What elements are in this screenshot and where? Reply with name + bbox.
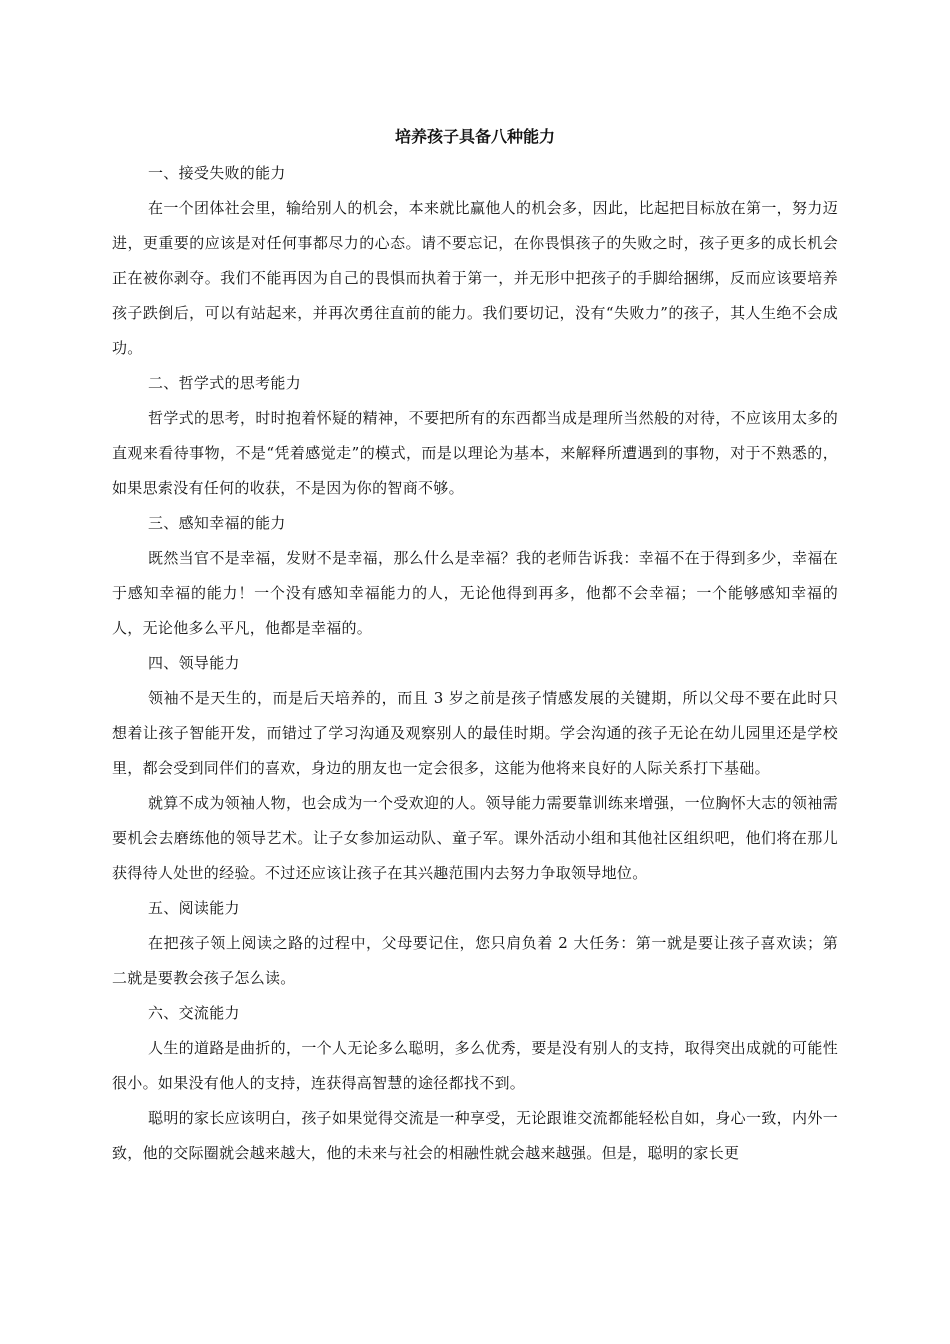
section-heading-5: 五、阅读能力 [148, 899, 240, 917]
paragraph-5: 就算不成为领袖人物，也会成为一个受欢迎的人。领导能力需要靠训练来增强，一位胸怀大志的领袖需要机会去磨练他的领导艺术。让子女参加运动队、童子军。课外活动小组和其他社区组织吧，他们将在那儿获得待人处世的经验。不过还应该让孩子在其兴趣范围内去努力争取领导地位。 [112, 794, 838, 882]
paragraph-3: 既然当官不是幸福，发财不是幸福，那么什么是幸福？我的老师告诉我：幸福不在于得到多少，幸福在于感知幸福的能力！一个没有感知幸福能力的人，无论他得到再多，他都不会幸福；一个能够感知幸福的人，无论他多么平凡，他都是幸福的。 [112, 549, 838, 637]
section-heading-3: 三、感知幸福的能力 [148, 514, 286, 532]
document-page [112, 118, 838, 1171]
document-title: 培养孩子具备八种能力 [394, 127, 555, 146]
paragraph-1: 在一个团体社会里，输给别人的机会，本来就比赢他人的机会多，因此，比起把目标放在第一，努力迈进，更重要的应该是对任何事都尽力的心态。请不要忘记，在你畏惧孩子的失败之时，孩子更多的成长机会正在被你剥夺。我们不能再因为自己的畏惧而执着于第一，并无形中把孩子的手脚给捆绑，反而应该要培养孩子跌倒后，可以有站起来，并再次勇往直前的能力。我们要切记，没有“失败力”的孩子，其人生绝不会成功。 [112, 199, 838, 357]
paragraph-4: 领袖不是天生的，而是后天培养的，而且 3 岁之前是孩子情感发展的关键期，所以父母不要在此时只想着让孩子智能开发，而错过了学习沟通及观察别人的最佳时期。学会沟通的孩子无论在幼儿园里还是学校里，都会受到同伴们的喜欢，身边的朋友也一定会很多，这能为他将来良好的人际关系打下基础。 [112, 689, 838, 777]
paragraph-8: 聪明的家长应该明白，孩子如果觉得交流是一种享受，无论跟谁交流都能轻松自如，身心一致，内外一致，他的交际圈就会越来越大，他的未来与社会的相融性就会越来越强。但是，聪明的家长更 [112, 1109, 838, 1162]
section-heading-4: 四、领导能力 [148, 654, 240, 672]
paragraph-7: 人生的道路是曲折的，一个人无论多么聪明，多么优秀，要是没有别人的支持，取得突出成就的可能性很小。如果没有他人的支持，连获得高智慧的途径都找不到。 [112, 1039, 838, 1092]
paragraph-6: 在把孩子领上阅读之路的过程中，父母要记住，您只肩负着 2 大任务：第一就是要让孩子喜欢读；第二就是要教会孩子怎么读。 [112, 934, 838, 987]
section-heading-2: 二、哲学式的思考能力 [148, 374, 302, 392]
section-heading-6: 六、交流能力 [148, 1004, 240, 1022]
section-heading-1: 一、接受失败的能力 [148, 164, 286, 182]
paragraph-2: 哲学式的思考，时时抱着怀疑的精神，不要把所有的东西都当成是理所当然般的对待，不应该用太多的直观来看待事物，不是“凭着感觉走”的模式，而是以理论为基本，来解释所遭遇到的事物，对于不熟悉的，如果思索没有任何的收获，不是因为你的智商不够。 [112, 409, 838, 497]
